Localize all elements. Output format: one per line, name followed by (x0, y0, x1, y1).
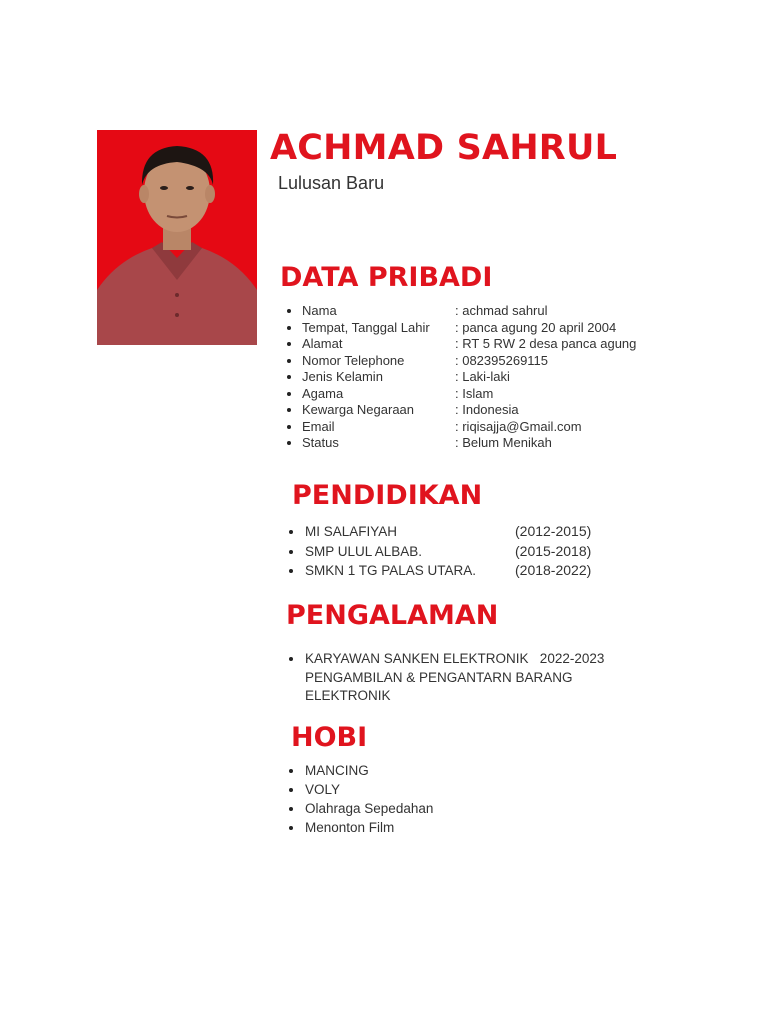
education-list (287, 522, 591, 581)
bullet (289, 657, 293, 661)
list-item (287, 650, 604, 706)
bullet (287, 441, 291, 445)
list-item (287, 561, 591, 581)
data-value: : 082395269115 (455, 352, 549, 368)
list-item (287, 353, 636, 370)
school-name: SMP ULUL ALBAB. (305, 543, 423, 559)
school-name: MI SALAFIYAH (305, 524, 398, 539)
experience-line: KARYAWAN SANKEN ELEKTRONIK 2022-2023 (305, 651, 605, 666)
data-value: : riqisajja@Gmail.com (455, 418, 582, 434)
hobby-label: VOLY (305, 782, 341, 797)
hobby-label: Menonton Film (305, 820, 395, 835)
bullet (289, 569, 293, 573)
data-value: : Laki-laki (455, 369, 510, 384)
bullet (289, 788, 293, 792)
hobby-label: MANCING (305, 763, 369, 778)
section-title-pendidikan: PENDIDIKAN (292, 480, 483, 511)
list-item (287, 542, 591, 562)
data-label: Status (302, 435, 339, 450)
data-value: : achmad sahrul (455, 303, 548, 318)
school-years: (2012-2015) (515, 523, 592, 539)
bullet (287, 425, 291, 429)
data-label: Alamat (302, 336, 343, 351)
list-item (287, 761, 433, 780)
bullet (289, 807, 293, 811)
full-name: ACHMAD SAHRUL (270, 128, 618, 168)
data-label: Jenis Kelamin (302, 369, 383, 384)
bullet (287, 375, 291, 379)
bullet (287, 309, 291, 313)
data-value: : panca agung 20 april 2004 (455, 319, 617, 335)
data-label: Nomor Telephone (302, 352, 405, 368)
data-label: Agama (302, 385, 344, 401)
school-years: (2018-2022) (515, 562, 592, 578)
experience-list (287, 650, 604, 706)
hobby-list (287, 761, 433, 837)
list-item (287, 435, 636, 452)
profile-photo-illustration (97, 130, 257, 345)
bullet (287, 408, 291, 412)
data-label: Kewarga Negaraan (302, 402, 415, 417)
data-value: : Islam (455, 385, 494, 401)
list-item (287, 369, 636, 386)
data-value: : Belum Menikah (455, 435, 552, 450)
experience-line: PENGAMBILAN & PENGANTARN BARANG (305, 669, 573, 685)
bullet (287, 392, 291, 396)
school-years: (2015-2018) (515, 542, 592, 559)
data-label: Tempat, Tanggal Lahir (302, 319, 430, 335)
school-name: SMKN 1 TG PALAS UTARA. (305, 563, 477, 578)
bullet (287, 359, 291, 363)
section-title-data-pribadi: DATA PRIBADI (280, 262, 493, 293)
list-item (287, 522, 591, 542)
bullet (289, 826, 293, 830)
list-item (287, 336, 636, 353)
data-label: Nama (302, 303, 337, 318)
list-item (287, 386, 636, 403)
bullet (289, 769, 293, 773)
section-title-hobi: HOBI (291, 722, 368, 753)
profile-photo (97, 130, 257, 345)
list-item (287, 402, 636, 419)
list-item (287, 818, 433, 837)
data-value: : Indonesia (455, 402, 519, 417)
data-label: Email (302, 418, 335, 434)
list-item (287, 799, 433, 818)
list-item (287, 303, 636, 320)
data-value: : RT 5 RW 2 desa panca agung (455, 336, 637, 351)
hobby-label: Olahraga Sepedahan (305, 801, 434, 816)
personal-data-list (287, 303, 636, 452)
section-title-pengalaman: PENGALAMAN (286, 600, 499, 631)
bullet (289, 550, 293, 554)
list-item (287, 780, 433, 799)
bullet (287, 326, 291, 330)
subtitle: Lulusan Baru (278, 173, 385, 193)
list-item (287, 320, 636, 337)
experience-line: ELEKTRONIK (305, 688, 391, 703)
list-item (287, 419, 636, 436)
bullet (289, 530, 293, 534)
bullet (287, 342, 291, 346)
